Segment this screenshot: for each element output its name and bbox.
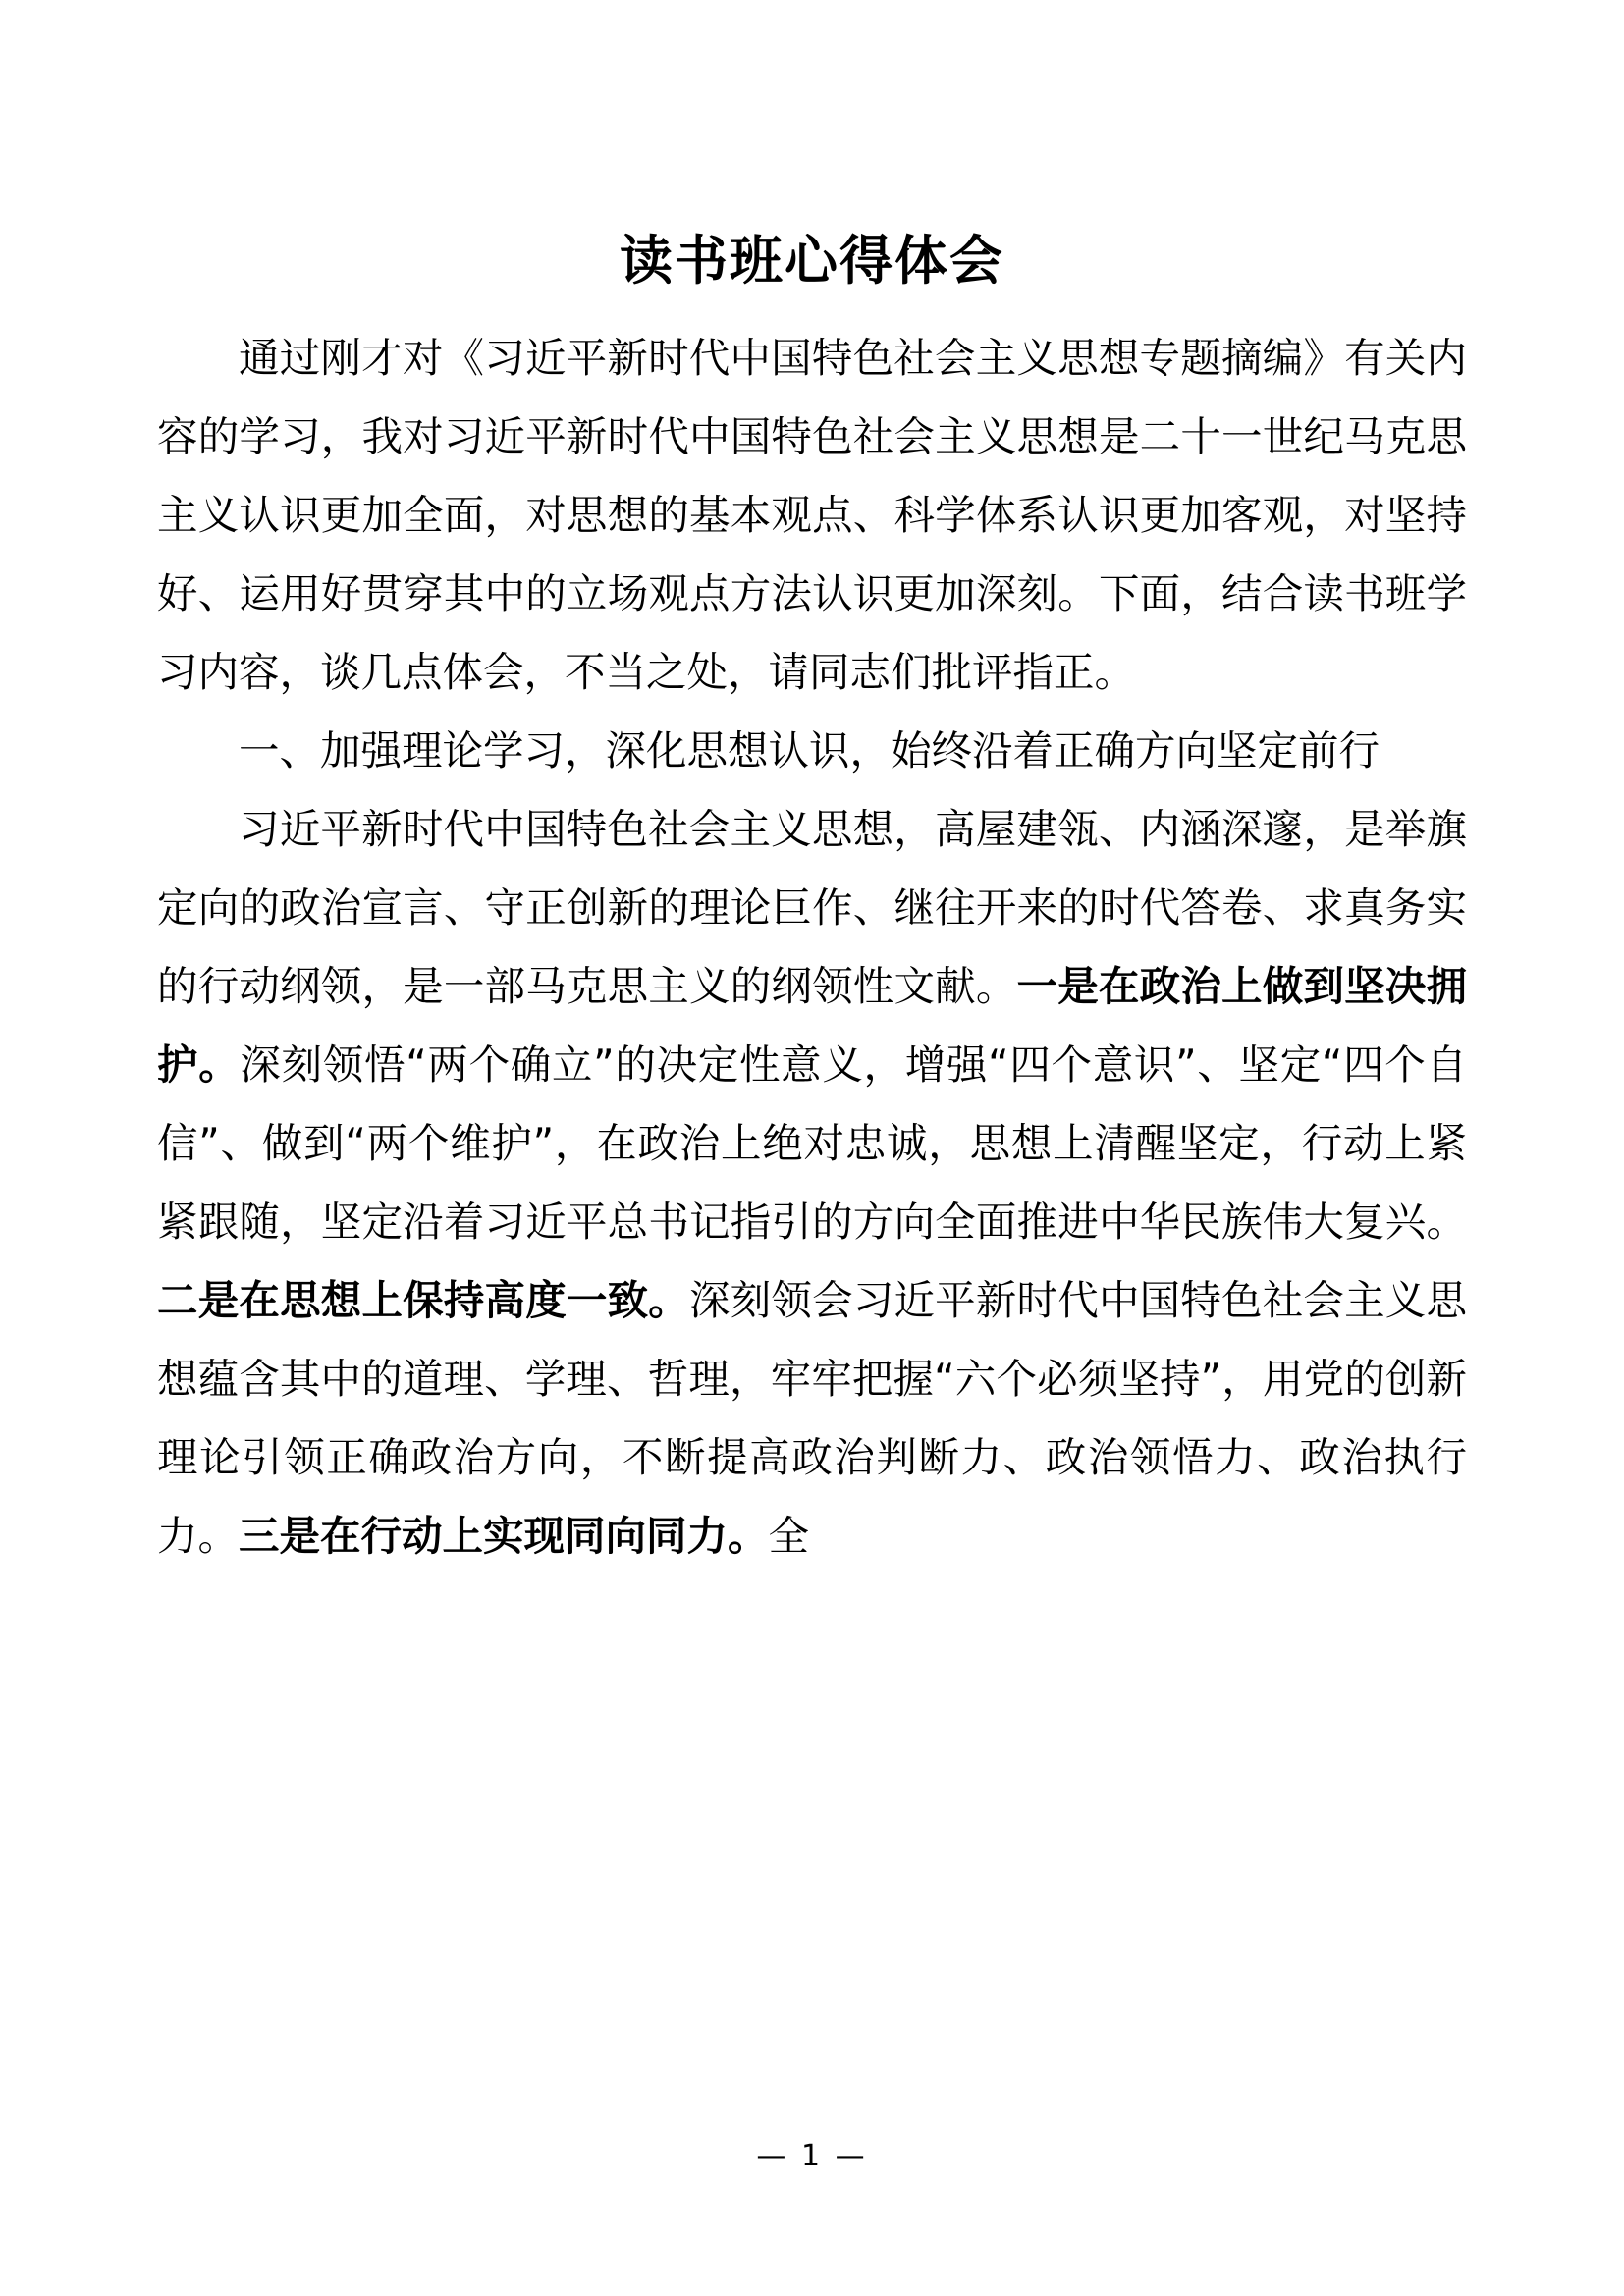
emphasis-run: 三是在行动上实现同向同力。 xyxy=(239,1511,769,1560)
text-run: 习近平新时代中国特色社会主义思想，高屋建瓴、内涵深邃，是举旗定向的政治宣言、守正创新的理论巨作、继往开来的时代答卷、求真务实的行动纲领，是一部马克思主义的纲领性文献。 xyxy=(157,804,1467,1010)
section-heading-one xyxy=(157,712,1467,790)
page-title: 读书班心得体会 xyxy=(620,230,1004,292)
paragraph-intro xyxy=(157,319,1467,712)
page-number: — 1 — xyxy=(756,2139,868,2173)
document-body xyxy=(157,319,1467,1575)
text-run: 深刻领会习近平新时代中国特色社会主义思想蕴含其中的道理、学理、哲理，牢牢把握“六个必须坚持”，用党的创新理论引领正确政治方向，不断提高政治判断力、政治领悟力、政治执行力。 xyxy=(157,1275,1467,1560)
emphasis-run: 一是在政治上做到坚决拥护。 xyxy=(157,961,1467,1089)
text-run: 通过刚才对《习近平新时代中国特色社会主义思想专题摘编》有关内容的学习，我对习近平新时代中国特色社会主义思想是二十一世纪马克思主义认识更加全面，对思想的基本观点、科学体系认识更加客观，对坚持好、运用好贯穿其中的立场观点方法认识更加深刻。下面，结合读书班学习内容，谈几点体会，不当之处，请同志们批评指正。 xyxy=(157,333,1467,696)
text-run: 深刻领悟“两个确立”的决定性意义，增强“四个意识”、坚定“四个自信”、做到“两个维护”，在政治上绝对忠诚，思想上清醒坚定，行动上紧紧跟随，坚定沿着习近平总书记指引的方向全面推进中华民族伟大复兴。 xyxy=(157,1040,1467,1246)
emphasis-run: 二是在思想上保持高度一致。 xyxy=(157,1275,690,1324)
text-run: 全 xyxy=(768,1511,810,1560)
paragraph-section-one-body xyxy=(157,790,1467,1575)
text-run: 一、加强理论学习，深化思想认识，始终沿着正确方向坚定前行 xyxy=(239,725,1380,774)
